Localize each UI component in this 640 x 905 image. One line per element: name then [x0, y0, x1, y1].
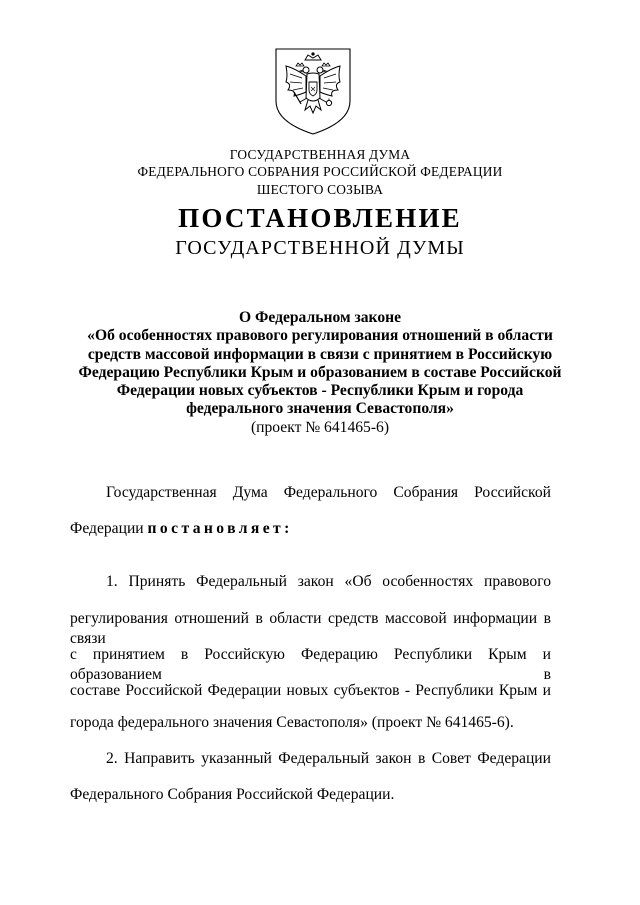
- preamble-text: Федерации: [70, 520, 148, 537]
- coat-of-arms-icon: [272, 46, 354, 136]
- item-1-line-4: составе Российской Федерации новых субъектов - Республики Крым и: [70, 682, 551, 699]
- item-2-line-2: Федерального Собрания Российской Федерации.: [70, 786, 395, 803]
- preamble-line-2: [70, 519, 551, 539]
- item-2-line-1: 2. Направить указанный Федеральный закон в Совет Федерации: [106, 750, 551, 767]
- subject-line-3: средств массовой информации в связи с принятием в Российскую: [87, 345, 553, 363]
- subject-line-2: «Об особенностях правового регулирования отношений в области: [87, 327, 553, 345]
- org-header-line-1: ГОСУДАРСТВЕННАЯ ДУМА: [229, 147, 411, 162]
- resolves-word: постановляет:: [147, 520, 293, 537]
- subject-line-1: О Федеральном законе: [238, 309, 402, 326]
- item-1-line-3: с принятием в Российскую Федерацию Республики Крым и образованием в: [70, 646, 551, 683]
- item-1-line-2: регулирования отношений в области средств массовой информации в связи: [70, 610, 551, 647]
- subject-line-4: Федерацию Республики Крым и образованием в составе Российской: [78, 363, 562, 381]
- item-1-line-1: 1. Принять Федеральный закон «Об особенностях правового: [106, 573, 551, 590]
- subject-line-6: федерального значения Севастополя»: [186, 400, 454, 418]
- subject-line-5: Федерации новых субъектов - Республики Крым и города: [116, 382, 524, 400]
- document-title: ПОСТАНОВЛЕНИЕ: [178, 203, 462, 233]
- document-subtitle: ГОСУДАРСТВЕННОЙ ДУМЫ: [175, 237, 465, 259]
- subject-block: [40, 309, 600, 437]
- preamble-line-1: Государственная Дума Федерального Собрания Российской: [106, 484, 551, 501]
- org-header-line-2: ФЕДЕРАЛЬНОГО СОБРАНИЯ РОССИЙСКОЙ ФЕДЕРАЦИИ: [137, 164, 503, 179]
- org-header-line-3: ШЕСТОГО СОЗЫВА: [256, 182, 384, 197]
- item-1-line-5: города федерального значения Севастополя» (проект № 641465-6).: [70, 714, 514, 731]
- project-number: (проект № 641465-6): [250, 418, 390, 436]
